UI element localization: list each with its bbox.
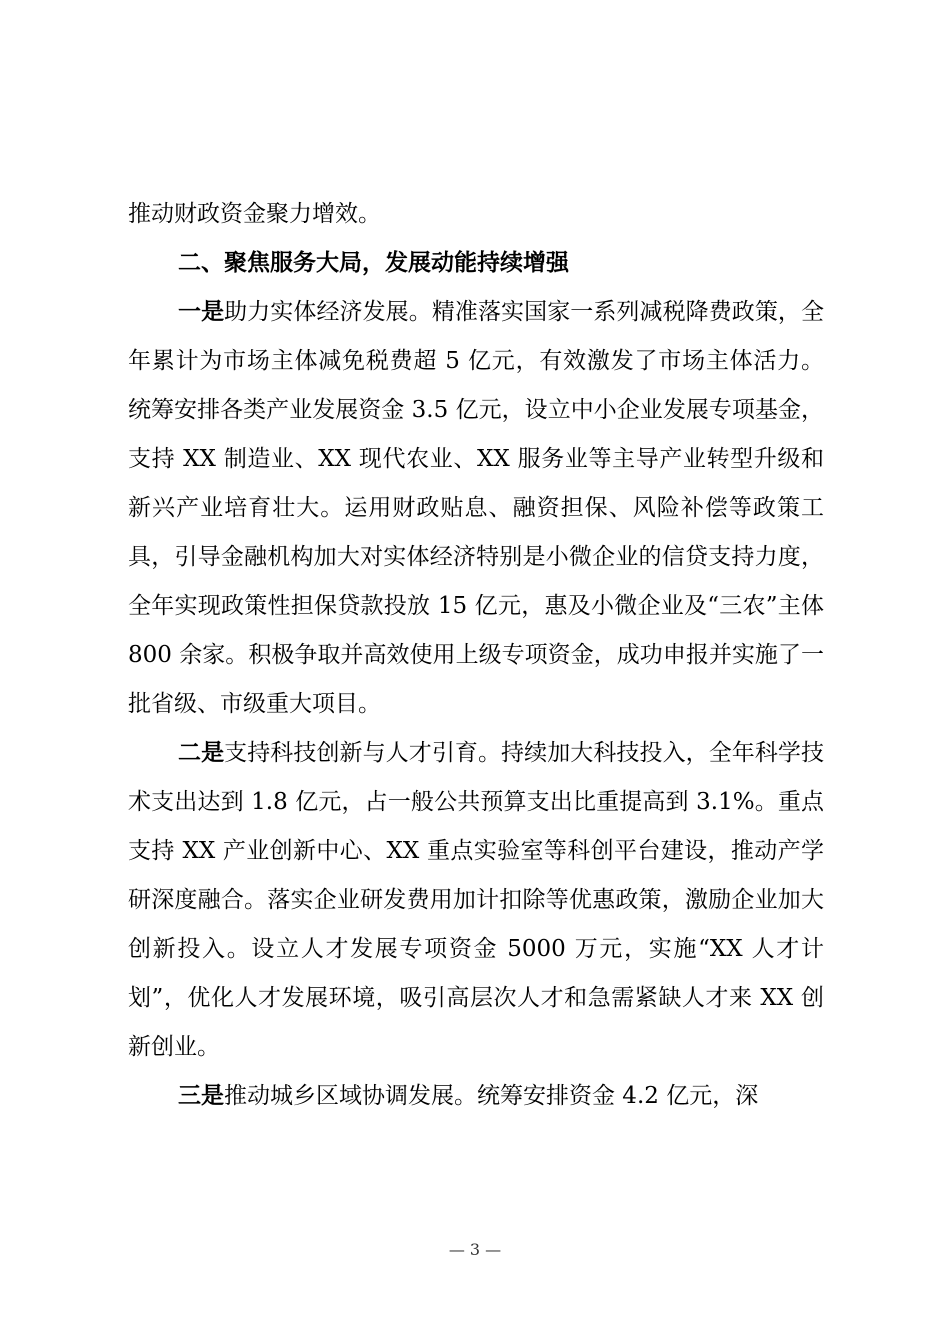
section-heading: 二、聚焦服务大局，发展动能持续增强 [178, 250, 569, 276]
paragraph-1 [128, 288, 824, 729]
body-text [128, 190, 824, 1121]
paragraph-2-lead: 二是 [178, 740, 225, 766]
paragraph-2 [128, 729, 824, 1072]
paragraph-3 [128, 1072, 824, 1121]
paragraph-1-text: 助力实体经济发展。精准落实国家一系列减税降费政策，全年累计为市场主体减免税费超 5 亿元，有效激发了市场主体活力。统筹安排各类产业发展资金 3.5 亿元，设立中小企业发展专项基金，支持 XX 制造业、XX 现代农业、XX 服务业等主导产业转型升级和新兴产业培育壮大。运用财政贴息、融资担保、风险补偿等政策工具，引导金融机构加大对实体经济特别是小微企业的信贷支持力度，全年实现政策性担保贷款投放 15 亿元，惠及小微企业及“三农”主体 800 余家。积极争取并高效使用上级专项资金，成功申报并实施了一批省级、市级重大项目。 [128, 299, 825, 717]
continuation-paragraph: 推动财政资金聚力增效。 [128, 201, 381, 227]
paragraph-2-text: 支持科技创新与人才引育。持续加大科技投入，全年科学技术支出达到 1.8 亿元，占一般公共预算支出比重提高到 3.1%。重点支持 XX 产业创新中心、XX 重点实验室等科创平台建设，推动产学研深度融合。落实企业研发费用加计扣除等优惠政策，激励企业加大创新投入。设立人才发展专项资金 5000 万元，实施“XX 人才计划”，优化人才发展环境，吸引高层次人才和急需紧缺人才来 XX 创新创业。 [128, 740, 825, 1060]
paragraph-3-text: 推动城乡区域协调发展。统筹安排资金 4.2 亿元，深 [224, 1083, 759, 1109]
paragraph-1-lead: 一是 [178, 299, 225, 325]
page-number: — 3 — [448, 1240, 502, 1259]
paragraph-3-lead: 三是 [178, 1083, 224, 1109]
